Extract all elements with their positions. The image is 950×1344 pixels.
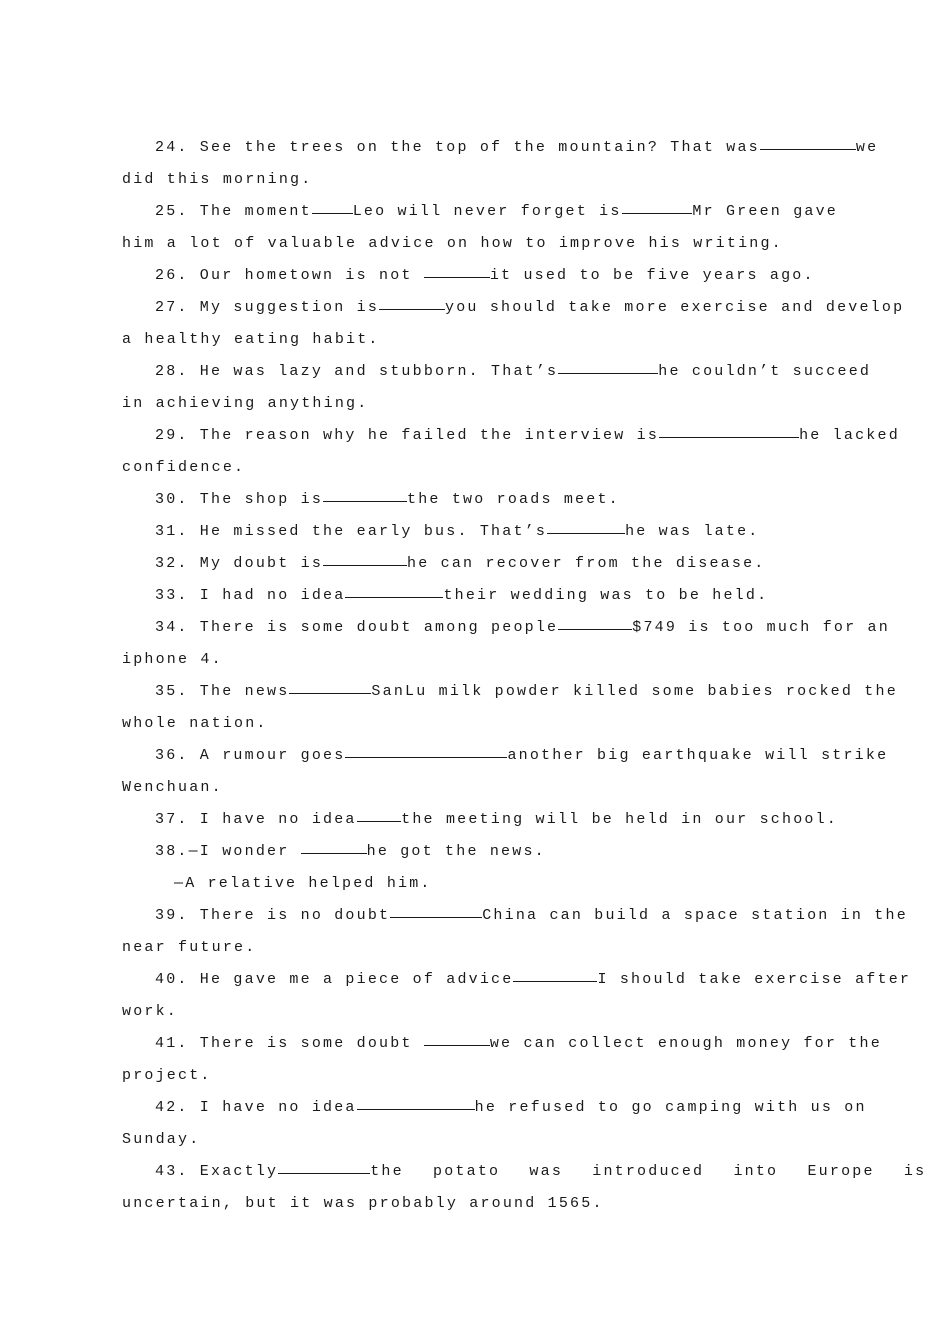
question-38-line-2 bbox=[122, 868, 838, 900]
question-text: 33. I had no idea bbox=[155, 587, 346, 604]
question-text: iphone 4. bbox=[122, 651, 223, 668]
question-text: whole nation. bbox=[122, 715, 268, 732]
question-text: you should take more exercise and develop bbox=[445, 299, 905, 316]
question-40-line-1 bbox=[122, 964, 912, 996]
question-36-line-2 bbox=[122, 772, 838, 804]
question-34-line-1 bbox=[122, 612, 890, 644]
question-39-line-2 bbox=[122, 932, 838, 964]
question-text: a healthy eating habit. bbox=[122, 331, 380, 348]
answer-blank[interactable] bbox=[513, 965, 597, 982]
answer-blank[interactable] bbox=[558, 357, 658, 374]
question-text: we bbox=[855, 139, 879, 156]
question-text: 24. See the trees on the top of the mountain? That was bbox=[155, 139, 760, 156]
question-35-line-2 bbox=[122, 708, 838, 740]
question-43-line-2 bbox=[122, 1188, 838, 1220]
answer-blank[interactable] bbox=[301, 837, 367, 854]
answer-blank[interactable] bbox=[622, 197, 693, 214]
question-text: SanLu milk powder killed some babies rocked the bbox=[371, 683, 898, 700]
answer-blank[interactable] bbox=[323, 485, 407, 502]
question-text: he can recover from the disease. bbox=[407, 555, 766, 572]
question-43-line-1 bbox=[122, 1156, 927, 1188]
question-33-line-1 bbox=[122, 580, 838, 612]
question-text: 38.—I wonder bbox=[155, 843, 301, 860]
question-text: he got the news. bbox=[366, 843, 546, 860]
question-text: Leo will never forget is bbox=[352, 203, 622, 220]
answer-blank[interactable] bbox=[289, 677, 371, 694]
question-text: —A relative helped him. bbox=[174, 875, 432, 892]
question-text: 27. My suggestion is bbox=[155, 299, 380, 316]
question-29-line-1 bbox=[122, 420, 900, 452]
question-text: him a lot of valuable advice on how to improve his writing. bbox=[122, 235, 783, 252]
question-text: their wedding was to be held. bbox=[443, 587, 769, 604]
answer-blank[interactable] bbox=[345, 581, 443, 598]
question-text: $749 is too much for an bbox=[632, 619, 890, 636]
question-text: he refused to go camping with us on bbox=[474, 1099, 867, 1116]
question-text: China can build a space station in the bbox=[482, 907, 908, 924]
question-text: another big earthquake will strike bbox=[507, 747, 889, 764]
answer-blank[interactable] bbox=[379, 293, 445, 310]
answer-blank[interactable] bbox=[424, 261, 490, 278]
answer-blank[interactable] bbox=[345, 741, 507, 758]
answer-blank[interactable] bbox=[424, 1029, 490, 1046]
question-24-line-2 bbox=[122, 164, 838, 196]
question-41-line-1 bbox=[122, 1028, 882, 1060]
answer-blank[interactable] bbox=[323, 549, 407, 566]
question-26-line-1 bbox=[122, 260, 838, 292]
answer-blank[interactable] bbox=[547, 517, 625, 534]
question-text: project. bbox=[122, 1067, 212, 1084]
question-text: in achieving anything. bbox=[122, 395, 369, 412]
answer-blank[interactable] bbox=[278, 1157, 370, 1174]
question-41-line-2 bbox=[122, 1060, 838, 1092]
answer-blank[interactable] bbox=[357, 805, 402, 822]
question-27-line-2 bbox=[122, 324, 838, 356]
worksheet bbox=[122, 132, 927, 1220]
answer-blank[interactable] bbox=[312, 197, 353, 214]
question-40-line-2 bbox=[122, 996, 838, 1028]
question-30-line-1 bbox=[122, 484, 838, 516]
question-text: work. bbox=[122, 1003, 179, 1020]
question-35-line-1 bbox=[122, 676, 898, 708]
question-text: Sunday. bbox=[122, 1131, 201, 1148]
question-text: 28. He was lazy and stubborn. That’s bbox=[155, 363, 559, 380]
question-text: 30. The shop is bbox=[155, 491, 324, 508]
question-text: 41. There is some doubt bbox=[155, 1035, 424, 1052]
question-text: 25. The moment bbox=[155, 203, 312, 220]
question-25-line-2 bbox=[122, 228, 838, 260]
question-text: 35. The news bbox=[155, 683, 290, 700]
question-text: Mr Green gave bbox=[692, 203, 838, 220]
question-text: 31. He missed the early bus. That’s bbox=[155, 523, 548, 540]
question-38-line-1 bbox=[122, 836, 838, 868]
question-text: uncertain, but it was probably around 1565. bbox=[122, 1195, 604, 1212]
question-text: 26. Our hometown is not bbox=[155, 267, 424, 284]
question-text: did this morning. bbox=[122, 171, 313, 188]
answer-blank[interactable] bbox=[760, 133, 856, 150]
answer-blank[interactable] bbox=[558, 613, 632, 630]
question-25-line-1 bbox=[122, 196, 838, 228]
question-39-line-1 bbox=[122, 900, 908, 932]
question-text: the potato was introduced into Europe is bbox=[370, 1163, 927, 1180]
question-28-line-2 bbox=[122, 388, 838, 420]
question-42-line-1 bbox=[122, 1092, 867, 1124]
question-text: 42. I have no idea bbox=[155, 1099, 357, 1116]
question-text: 39. There is no doubt bbox=[155, 907, 391, 924]
question-text: 40. He gave me a piece of advice bbox=[155, 971, 514, 988]
question-text: we can collect enough money for the bbox=[489, 1035, 882, 1052]
question-29-line-2 bbox=[122, 452, 838, 484]
question-text: Wenchuan. bbox=[122, 779, 223, 796]
question-text: 37. I have no idea bbox=[155, 811, 357, 828]
question-text: the two roads meet. bbox=[407, 491, 620, 508]
question-text: 34. There is some doubt among people bbox=[155, 619, 559, 636]
question-text: he was late. bbox=[625, 523, 760, 540]
question-text: the meeting will be held in our school. bbox=[401, 811, 838, 828]
answer-blank[interactable] bbox=[390, 901, 482, 918]
question-text: near future. bbox=[122, 939, 257, 956]
question-text: it used to be five years ago. bbox=[489, 267, 815, 284]
question-text: I should take exercise after bbox=[597, 971, 912, 988]
question-34-line-2 bbox=[122, 644, 838, 676]
answer-blank[interactable] bbox=[357, 1093, 475, 1110]
question-28-line-1 bbox=[122, 356, 872, 388]
question-text: he couldn’t succeed bbox=[658, 363, 872, 380]
question-24-line-1 bbox=[122, 132, 879, 164]
question-32-line-1 bbox=[122, 548, 838, 580]
question-36-line-1 bbox=[122, 740, 889, 772]
question-31-line-1 bbox=[122, 516, 838, 548]
question-text: 36. A rumour goes bbox=[155, 747, 346, 764]
answer-blank[interactable] bbox=[659, 421, 799, 438]
question-text: he lacked bbox=[799, 427, 900, 444]
question-text: 43. Exactly bbox=[155, 1163, 279, 1180]
question-27-line-1 bbox=[122, 292, 905, 324]
question-37-line-1 bbox=[122, 804, 838, 836]
question-text: 29. The reason why he failed the interview is bbox=[155, 427, 660, 444]
question-text: confidence. bbox=[122, 459, 246, 476]
question-text: 32. My doubt is bbox=[155, 555, 324, 572]
question-42-line-2 bbox=[122, 1124, 838, 1156]
